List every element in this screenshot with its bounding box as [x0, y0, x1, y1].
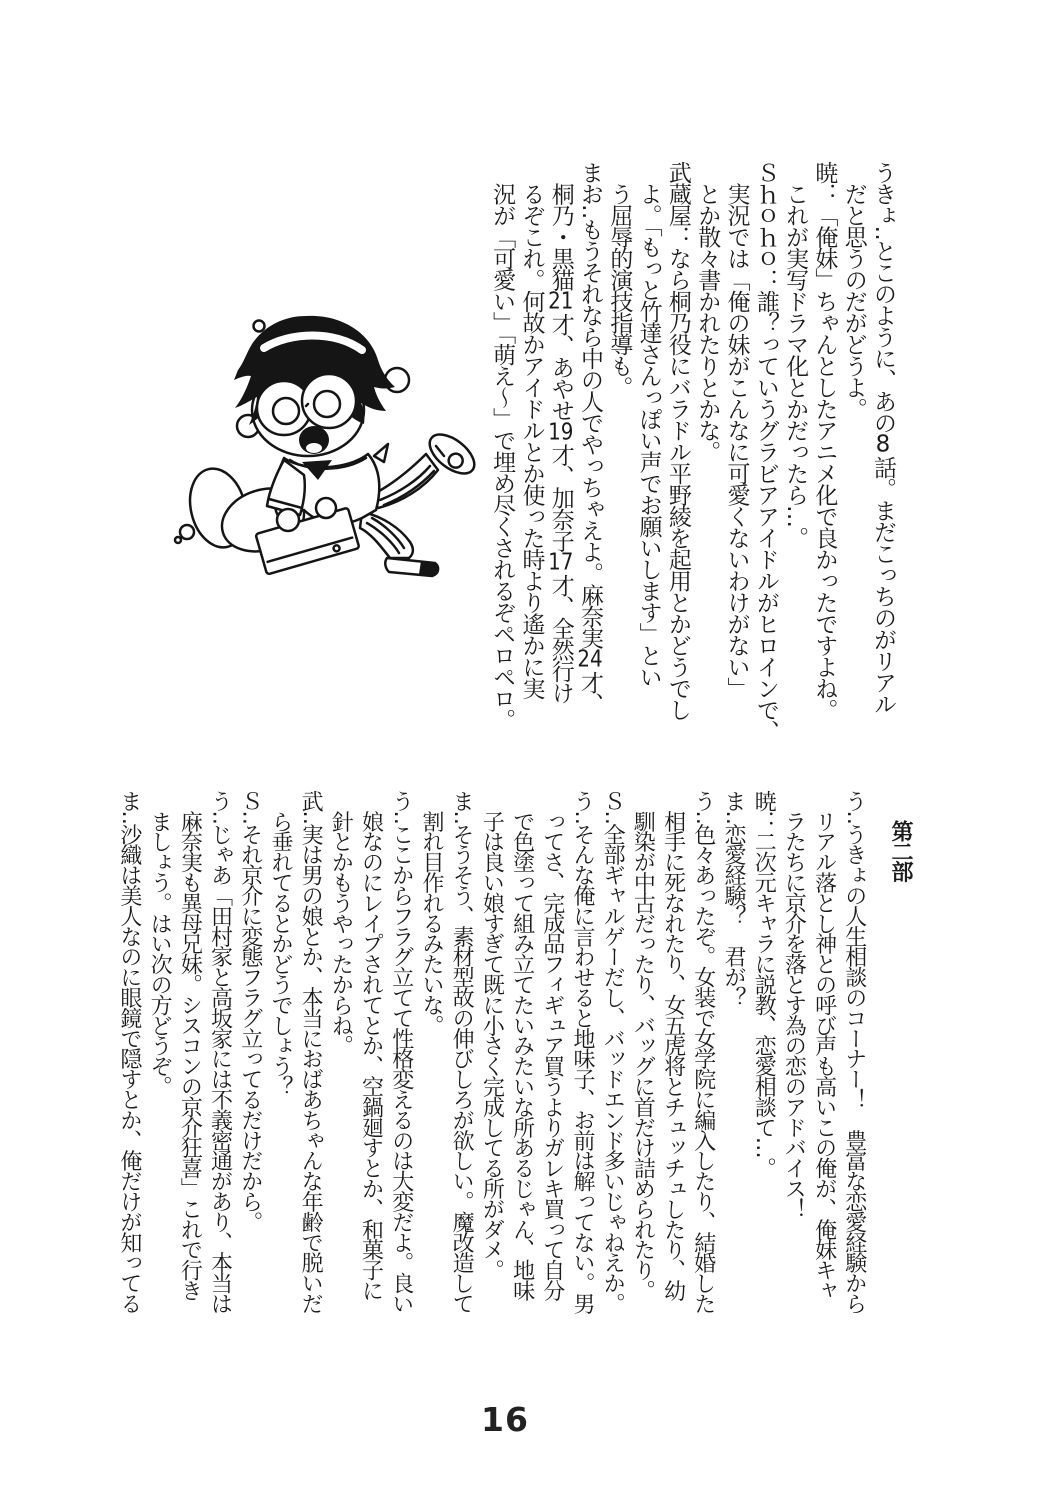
page-number: 16 [481, 1400, 529, 1439]
kicked-leg [370, 427, 481, 508]
text-column: うきょ‥とこのように、あの8話。まだこっちのがリアル [870, 161, 896, 714]
text-column: ま‥沙織は美人なのに眼鏡で隠すとか、俺だけが知ってる [116, 790, 142, 1314]
part-two-block [114, 790, 915, 1342]
text-column: これが実写ドラマ化とかだったら…。 [782, 161, 809, 548]
text-column: う‥色々あったぞ。女装で女学院に編入したり、結婚した [690, 790, 716, 1314]
text-column: 子は良い娘すぎて既に小さく完成してる所がダメ。 [479, 790, 505, 1280]
text-column: 相手に死なれたり、女五虎将とチュッチュしたり、幼 [660, 790, 686, 1301]
mouth [299, 426, 329, 454]
text-column: う屈辱的演技指導も。 [606, 161, 633, 398]
text-column: 暁：「俺妹」ちゃんとしたアニメ化で良かったですよね。 [811, 161, 838, 720]
text-column: う‥ここからフラグ立てて性格変えるのは大変だよ。良い [388, 790, 414, 1314]
text-column: 馴染が中古だったり、バッグに首だけ詰められたり。 [630, 790, 656, 1301]
text-column: よ。「もっと竹達さんっぽい声でお願いします」とい [635, 161, 662, 687]
text-column: 武蔵屋：なら桐乃役にバラドル平野綾を起用とかどうでし [664, 161, 691, 720]
text-column: ましょう。はい次の方どうぞ。 [147, 790, 173, 1097]
text-column: ラたちに京介を落とす為の恋のアドバイス！ [781, 790, 807, 1219]
text-column: う‥じゃあ「田村家と高坂家には不義密通があり、本当は [207, 790, 233, 1314]
text-column: ら垂れてるとかどうでしょう？ [267, 790, 293, 1097]
text-column: ってさ、完成品フィギュア買うよりガレキ買って自分 [539, 790, 565, 1301]
text-column: リアル落とし神との呼び声も高いこの俺が、俺妹キャ [811, 790, 837, 1301]
text-column: ま‥そうそう、素材型故の伸びしろが欲しい。魔改造して [449, 790, 475, 1314]
text-column: 娘なのにレイプされてとか、空鍋廻すとか、和菓子に [358, 790, 384, 1301]
head [234, 316, 395, 480]
text-column: まお‥もうそれなら中の人でやっちゃえよ。麻奈実24才、 [577, 161, 604, 714]
text-column: う‥うきょの人生相談のコーナー！ 豊富な恋愛経験から [841, 790, 867, 1314]
section-heading: 第二部 [888, 820, 913, 882]
text-column: で色塗って組み立てたいみたいな所あるじゃん、地味 [509, 790, 535, 1301]
text-column: 麻奈実も異母兄妹。シスコンの京介狂喜」これで行き [177, 790, 203, 1301]
text-column: だと思うのだがどうよ。 [840, 161, 867, 419]
text-column: 況が「可愛い」「萌え〜」で埋め尽くされるぞペロペロ。 [489, 161, 516, 730]
text-column: るぞこれ。何故かアイドルとか使った時より遙かに実 [518, 161, 545, 699]
text-column: 針とかもうやったからね。 [328, 790, 354, 1056]
intro-dialogue-block [487, 161, 897, 753]
text-column: とか散々書かれたりとかな。 [694, 161, 721, 462]
text-column: Ｓ‥それ京介に変態フラグ立ってるだけだから。 [237, 790, 263, 1232]
text-column: う‥そんな俺に言わせると地味子、お前は解ってない。男 [569, 790, 595, 1314]
standing-leg [360, 512, 438, 576]
text-column: 武‥実は男の娘とか、本当におばあちゃんな年齢で脱いだ [298, 790, 324, 1314]
text-column: 桐乃・黒猫21才、あやせ19才、加奈子17才、全然行け [547, 161, 574, 703]
text-column: Ｓｈｏｈｏ：誰？っていうグラビアアイドルがヒロインで、 [752, 161, 779, 742]
text-column: 実況では「俺の妹がこんなに可愛くないわけがない」 [723, 161, 750, 699]
text-column: ま‥恋愛経験？ 君が？ [720, 790, 746, 1008]
text-column: Ｓ‥全部ギャルゲーだし、バッドエンド多いじゃねえか。 [600, 790, 626, 1314]
text-column: 暁：二次元キャラに説教、恋愛相談て…。 [751, 790, 777, 1178]
text-column: 割れ目作れるみたいな。 [418, 790, 444, 1035]
chibi-boy-illustration [138, 258, 490, 610]
